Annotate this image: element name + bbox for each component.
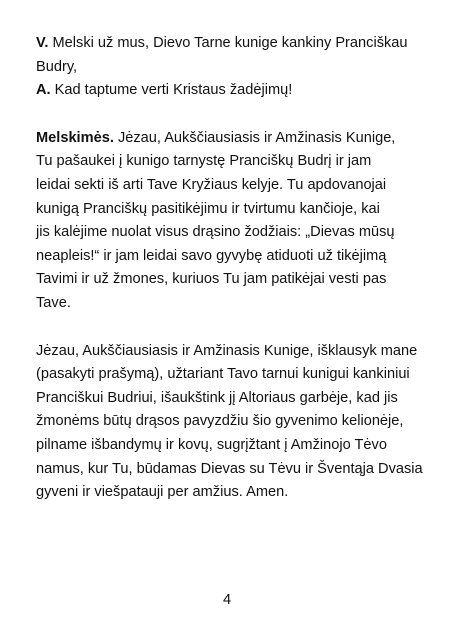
prayer2-line-6: namus, kur Tu, būdamas Dievas su Tėvu ir Šventąja Dvasia [36, 460, 423, 477]
prayer1-lead: Melskimės. [36, 129, 114, 146]
versicle-v-marker: V. [36, 35, 49, 51]
prayer1-line-2: Tu pašaukei į kunigo tarnystę Pranciškų Budrį ir jam [36, 153, 372, 170]
versicle-v-line-2: Budry, [36, 58, 78, 75]
page-number: 4 [222, 592, 232, 608]
prayer2-line-2: (pasakyti prašymą), užtariant Tavo tarnui kunigui kankiniui [36, 366, 410, 383]
prayer1-line-7: Tavimi ir už žmones, kuriuos Tu jam patikėjai vesti pas [36, 271, 387, 288]
prayer-paragraph-1 [36, 127, 419, 316]
prayer-paragraph-2 [36, 340, 423, 505]
versicle-a-text: Kad taptume verti Kristaus žadėjimų! [54, 82, 293, 99]
prayer1-line-1 [36, 127, 419, 151]
prayer2-line-5: pilname išbandymų ir kovų, sugrįžtant į Amžinojo Tėvo [36, 436, 387, 453]
prayer1-line-3: leidai sekti iš arti Tave Kryžiaus kelyje. Tu apdovanojai [36, 176, 387, 193]
prayer2-line-3: Pranciškui Budriui, išaukštink jį Altoriaus garbėje, kad jis [36, 389, 398, 406]
prayer1-line-4: kunigą Pranciškų pasitikėjimu ir tvirtumu kančioje, kai [36, 200, 380, 217]
versicle-a-marker: A. [36, 82, 51, 99]
paragraph-spacer [36, 103, 419, 127]
prayer2-line-7: gyveni ir viešpatauji per amžius. Amen. [36, 484, 289, 501]
versicle-v-text-1: Melski už mus, Dievo Tarne kunige kankiny Pranciškau [52, 35, 408, 51]
paragraph-spacer [36, 316, 419, 340]
versicle-block [36, 32, 419, 103]
prayer1-line-6: neapleis!“ ir jam leidai savo gyvybę atiduoti už tikėjimą [36, 247, 387, 264]
prayer2-line-4: žmonėms būtų drąsos pavyzdžiu šio gyvenimo kelionėje, [36, 413, 404, 430]
prayer1-line-8: Tave. [36, 294, 71, 311]
prayer1-line-1-text: Jėzau, Aukščiausiasis ir Amžinasis Kunige, [117, 129, 396, 146]
prayer1-line-5: jis kalėjime nuolat visus drąsino žodžiais: „Dievas mūsų [36, 224, 395, 241]
prayer2-line-1: Jėzau, Aukščiausiasis ir Amžinasis Kunige, išklausyk mane [36, 342, 418, 359]
page-content [36, 32, 423, 505]
versicle-a-line [36, 79, 419, 103]
versicle-v-line-1 [36, 32, 419, 56]
